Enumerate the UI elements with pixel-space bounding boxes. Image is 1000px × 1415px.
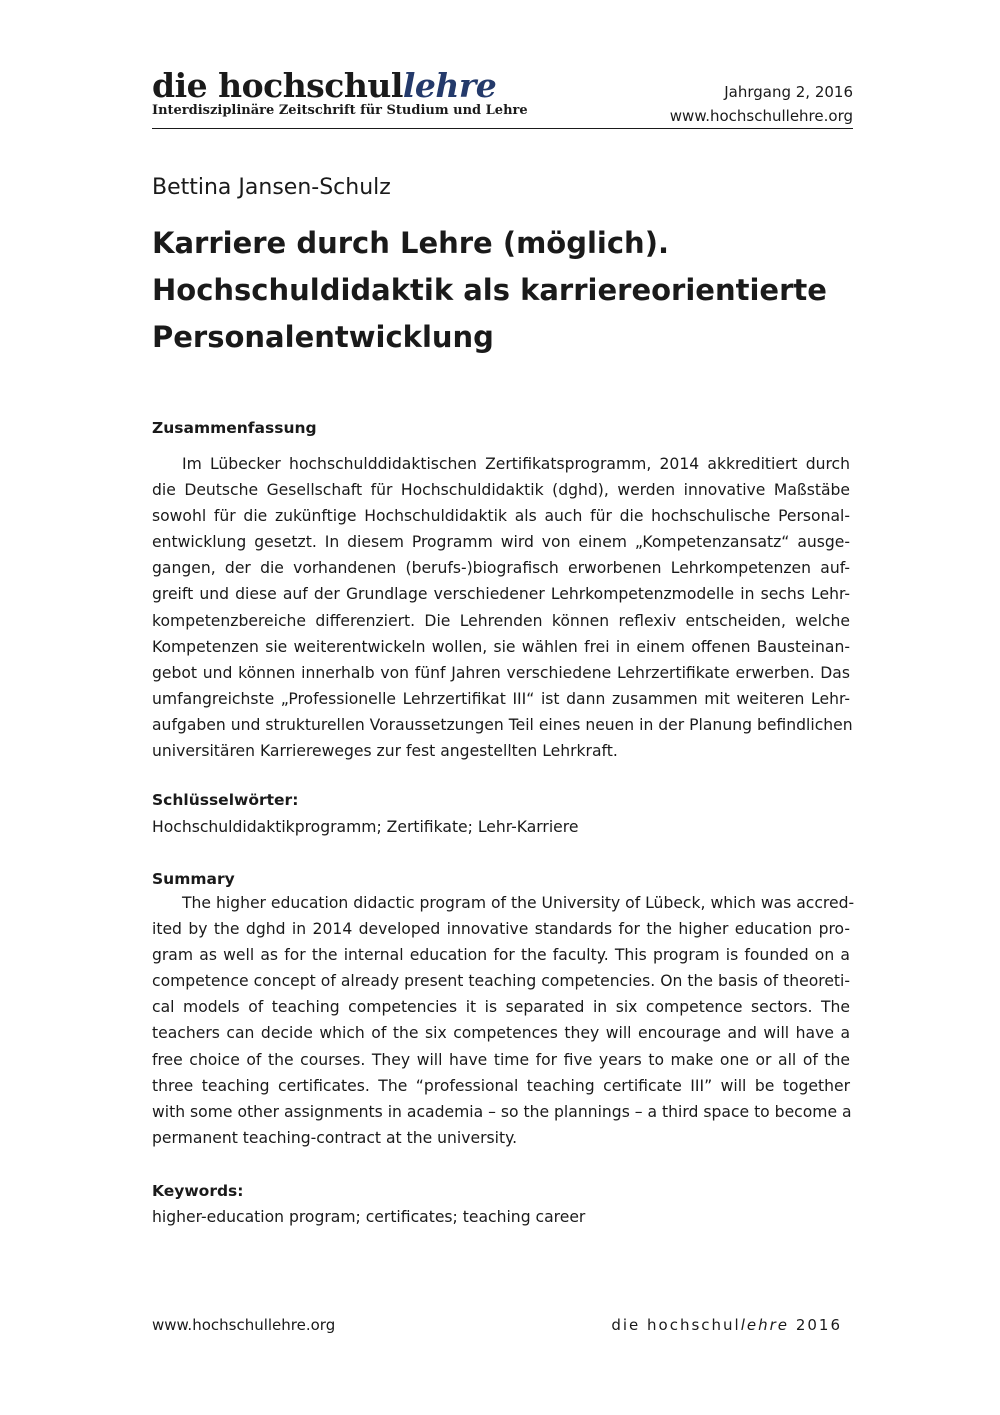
text-line: free choice of the courses. They will have time for five years to make one or all of the	[152, 1050, 850, 1069]
text-line: with some other assignments in academia – so the plannings – a third space to become a	[152, 1102, 852, 1121]
keywords-de-heading: Schlüsselwörter:	[152, 791, 299, 809]
text-line: gram as well as for the internal education for the faculty. This program is founded on a	[152, 946, 850, 965]
summary-text	[152, 890, 855, 1151]
journal-info	[670, 80, 853, 128]
text-line: sowohl für die zukünftige Hochschuldidaktik als auch für die hochschulische Personal-	[152, 507, 850, 526]
text-line: gebot und können innerhalb von fünf Jahren verschiedene Lehrzertifikate erwerben. Das	[152, 663, 850, 682]
footer-website: www.hochschullehre.org	[152, 1316, 336, 1334]
journal-volume: Jahrgang 2, 2016	[724, 83, 853, 101]
footer-journal-year: 2016	[789, 1316, 842, 1334]
text-line: entwicklung gesetzt. In diesem Programm wird von einem „Kompetenzansatz“ ausge-	[152, 533, 850, 552]
text-line: greift und diese auf der Grundlage verschiedener Lehrkompetenzmodelle in sechs Lehr-	[152, 585, 850, 604]
text-line: Kompetenzen sie weiterentwickeln wollen, sie wählen frei in einem offenen Bausteinan-	[152, 637, 850, 656]
title-line: Personalentwicklung	[152, 320, 494, 354]
summary-heading: Summary	[152, 870, 235, 888]
logo-italic-text: lehre	[402, 66, 497, 105]
text-line: umfangreichste „Professionelle Lehrzertifikat III“ ist dann zusammen mit weiteren Lehr-	[152, 689, 850, 708]
footer-journal	[611, 1314, 842, 1336]
text-line: competence concept of already present teaching competencies. On the basis of theoreti-	[152, 972, 850, 991]
article-title	[152, 220, 852, 361]
text-line: gangen, der die vorhandenen (berufs-)biografisch erworbenen Lehrkompetenzen auf-	[152, 559, 850, 578]
text-line: die Deutsche Gesellschaft für Hochschuldidaktik (dghd), werden innovative Maßstäbe	[152, 481, 850, 500]
article-author: Bettina Jansen-Schulz	[152, 175, 391, 200]
text-line: universitären Karriereweges zur fest angestellten Lehrkraft.	[152, 742, 618, 761]
text-line: kompetenzbereiche differenziert. Die Lehrenden können reflexiv entscheiden, welche	[152, 611, 850, 630]
title-line: Hochschuldidaktik als karriereorientierte	[152, 273, 827, 307]
text-line: The higher education didactic program of the University of Lübeck, which was accred-	[182, 894, 855, 912]
keywords-de-text: Hochschuldidaktikprogramm; Zertifikate; Lehr-Karriere	[152, 818, 579, 836]
keywords-en-text: higher-education program; certificates; teaching career	[152, 1208, 586, 1226]
text-line: cal models of teaching competencies it is separated in six competence sectors. The	[152, 998, 850, 1017]
footer-journal-prefix: die hochschul	[611, 1316, 741, 1334]
logo-main-text: die hochschul	[152, 66, 403, 105]
footer-journal-italic: lehre	[740, 1316, 790, 1334]
text-line: teachers can decide which of the six competences they will encourage and will have a	[152, 1024, 850, 1043]
journal-website: www.hochschullehre.org	[669, 107, 853, 125]
abstract-de-text	[152, 451, 853, 764]
header-rule	[152, 128, 853, 129]
text-line: three teaching certificates. The “professional teaching certificate III” will be together	[152, 1076, 850, 1095]
text-line: permanent teaching-contract at the university.	[152, 1128, 518, 1147]
text-line: ited by the dghd in 2014 developed innovative standards for the higher education pro-	[152, 920, 850, 939]
keywords-en-heading: Keywords:	[152, 1182, 244, 1200]
journal-subtitle: Interdisziplinäre Zeitschrift für Studium und Lehre	[152, 103, 528, 118]
title-line: Karriere durch Lehre (möglich).	[152, 226, 669, 260]
text-line: Im Lübecker hochschulddidaktischen Zertifikatsprogramm, 2014 akkreditiert durch	[182, 455, 850, 473]
abstract-de-heading: Zusammenfassung	[152, 419, 317, 437]
text-line: aufgaben und strukturellen Voraussetzungen Teil eines neuen in der Planung befindlichen	[152, 715, 853, 734]
